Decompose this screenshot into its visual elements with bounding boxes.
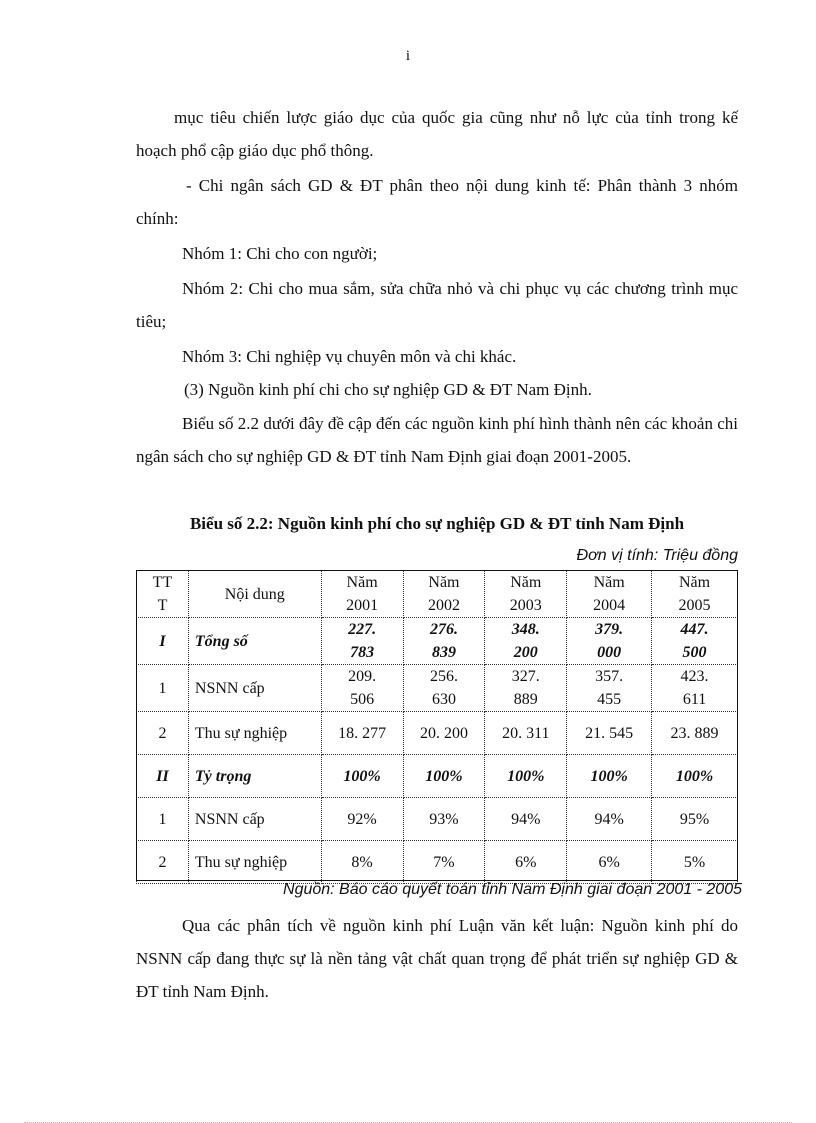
row-value: 357. 455 <box>567 665 652 712</box>
row-tt: 1 <box>137 798 189 841</box>
row-value: 94% <box>485 798 567 841</box>
page-number: i <box>405 48 411 64</box>
conclusion-paragraph: Qua các phân tích về nguồn kinh phí Luận văn kết luận: Nguồn kinh phí do NSNN cấp đang thực sự là nền tảng vật chất quan trọng để phát triển sự nghiệp GD & ĐT tỉnh Nam Định. <box>136 916 738 1001</box>
header-year: Năm 2001 <box>321 571 403 618</box>
row-value: 379. 000 <box>567 618 652 665</box>
row-tt: 2 <box>137 712 189 755</box>
row-value: 95% <box>652 798 738 841</box>
row-value: 447. 500 <box>652 618 738 665</box>
table-row <box>137 841 738 884</box>
header-year: Năm 2002 <box>403 571 485 618</box>
row-label: Thu sự nghiệp <box>188 712 321 755</box>
row-value: 100% <box>321 755 403 798</box>
table-unit: Đơn vị tính: Triệu đồng <box>576 547 738 564</box>
row-value: 94% <box>567 798 652 841</box>
header-year: Năm 2003 <box>485 571 567 618</box>
row-value: 276. 839 <box>403 618 485 665</box>
conclusion-section <box>136 909 738 1008</box>
row-value: 348. 200 <box>485 618 567 665</box>
table-intro-paragraph: Biểu số 2.2 dưới đây đề cập đến các nguồn kinh phí hình thành nên các khoản chi ngân sách cho sự nghiệp GD & ĐT tỉnh Nam Định giai đoạn 2001-2005. <box>136 414 738 466</box>
header-content: Nội dung <box>188 571 321 618</box>
row-label: NSNN cấp <box>188 798 321 841</box>
row-value: 256. 630 <box>403 665 485 712</box>
row-tt: 1 <box>137 665 189 712</box>
row-value: 423. 611 <box>652 665 738 712</box>
table-row <box>137 712 738 755</box>
intro-paragraph-1: mục tiêu chiến lược giáo dục của quốc gia cũng như nỗ lực của tỉnh trong kế hoạch phổ cập giáo dục phổ thông. <box>136 108 738 160</box>
row-value: 209. 506 <box>321 665 403 712</box>
row-value: 6% <box>485 841 567 884</box>
table-row <box>137 665 738 712</box>
group-2-item: Nhóm 2: Chi cho mua sắm, sửa chữa nhỏ và chi phục vụ các chương trình mục tiêu; <box>136 279 738 331</box>
group-3-item: Nhóm 3: Chi nghiệp vụ chuyên môn và chi khác. <box>182 347 517 366</box>
row-value: 92% <box>321 798 403 841</box>
row-value: 21. 545 <box>567 712 652 755</box>
row-value: 7% <box>403 841 485 884</box>
header-year: Năm 2005 <box>652 571 738 618</box>
group-1-item: Nhóm 1: Chi cho con người; <box>182 244 378 263</box>
row-value: 20. 311 <box>485 712 567 755</box>
row-value: 18. 277 <box>321 712 403 755</box>
table-row <box>137 798 738 841</box>
row-label: Tỷ trọng <box>188 755 321 798</box>
row-value: 100% <box>485 755 567 798</box>
row-value: 5% <box>652 841 738 884</box>
table-row-share <box>137 755 738 798</box>
row-label: Tổng số <box>188 618 321 665</box>
row-value: 100% <box>652 755 738 798</box>
row-value: 93% <box>403 798 485 841</box>
section-3-heading: (3) Nguồn kinh phí chi cho sự nghiệp GD & ĐT Nam Định. <box>184 380 592 399</box>
row-value: 100% <box>403 755 485 798</box>
row-value: 20. 200 <box>403 712 485 755</box>
intro-paragraph-2: - Chi ngân sách GD & ĐT phân theo nội dung kinh tế: Phân thành 3 nhóm chính: <box>136 176 738 228</box>
table-source: Nguồn: Báo cáo quyết toán tỉnh Nam Định giai đoạn 2001 - 2005 <box>283 881 742 898</box>
row-value: 227. 783 <box>321 618 403 665</box>
table-header-row <box>137 571 738 618</box>
row-tt: II <box>137 755 189 798</box>
row-label: Thu sự nghiệp <box>188 841 321 884</box>
row-value: 8% <box>321 841 403 884</box>
row-value: 327. 889 <box>485 665 567 712</box>
row-value: 23. 889 <box>652 712 738 755</box>
funding-table <box>136 570 738 884</box>
row-value: 100% <box>567 755 652 798</box>
header-year: Năm 2004 <box>567 571 652 618</box>
header-tt: TT T <box>137 571 189 618</box>
row-tt: 2 <box>137 841 189 884</box>
row-tt: I <box>137 618 189 665</box>
table-caption: Biểu số 2.2: Nguồn kinh phí cho sự nghiệp GD & ĐT tỉnh Nam Định <box>189 514 685 533</box>
intro-section <box>136 101 738 473</box>
row-value: 6% <box>567 841 652 884</box>
row-label: NSNN cấp <box>188 665 321 712</box>
table-row-total <box>137 618 738 665</box>
